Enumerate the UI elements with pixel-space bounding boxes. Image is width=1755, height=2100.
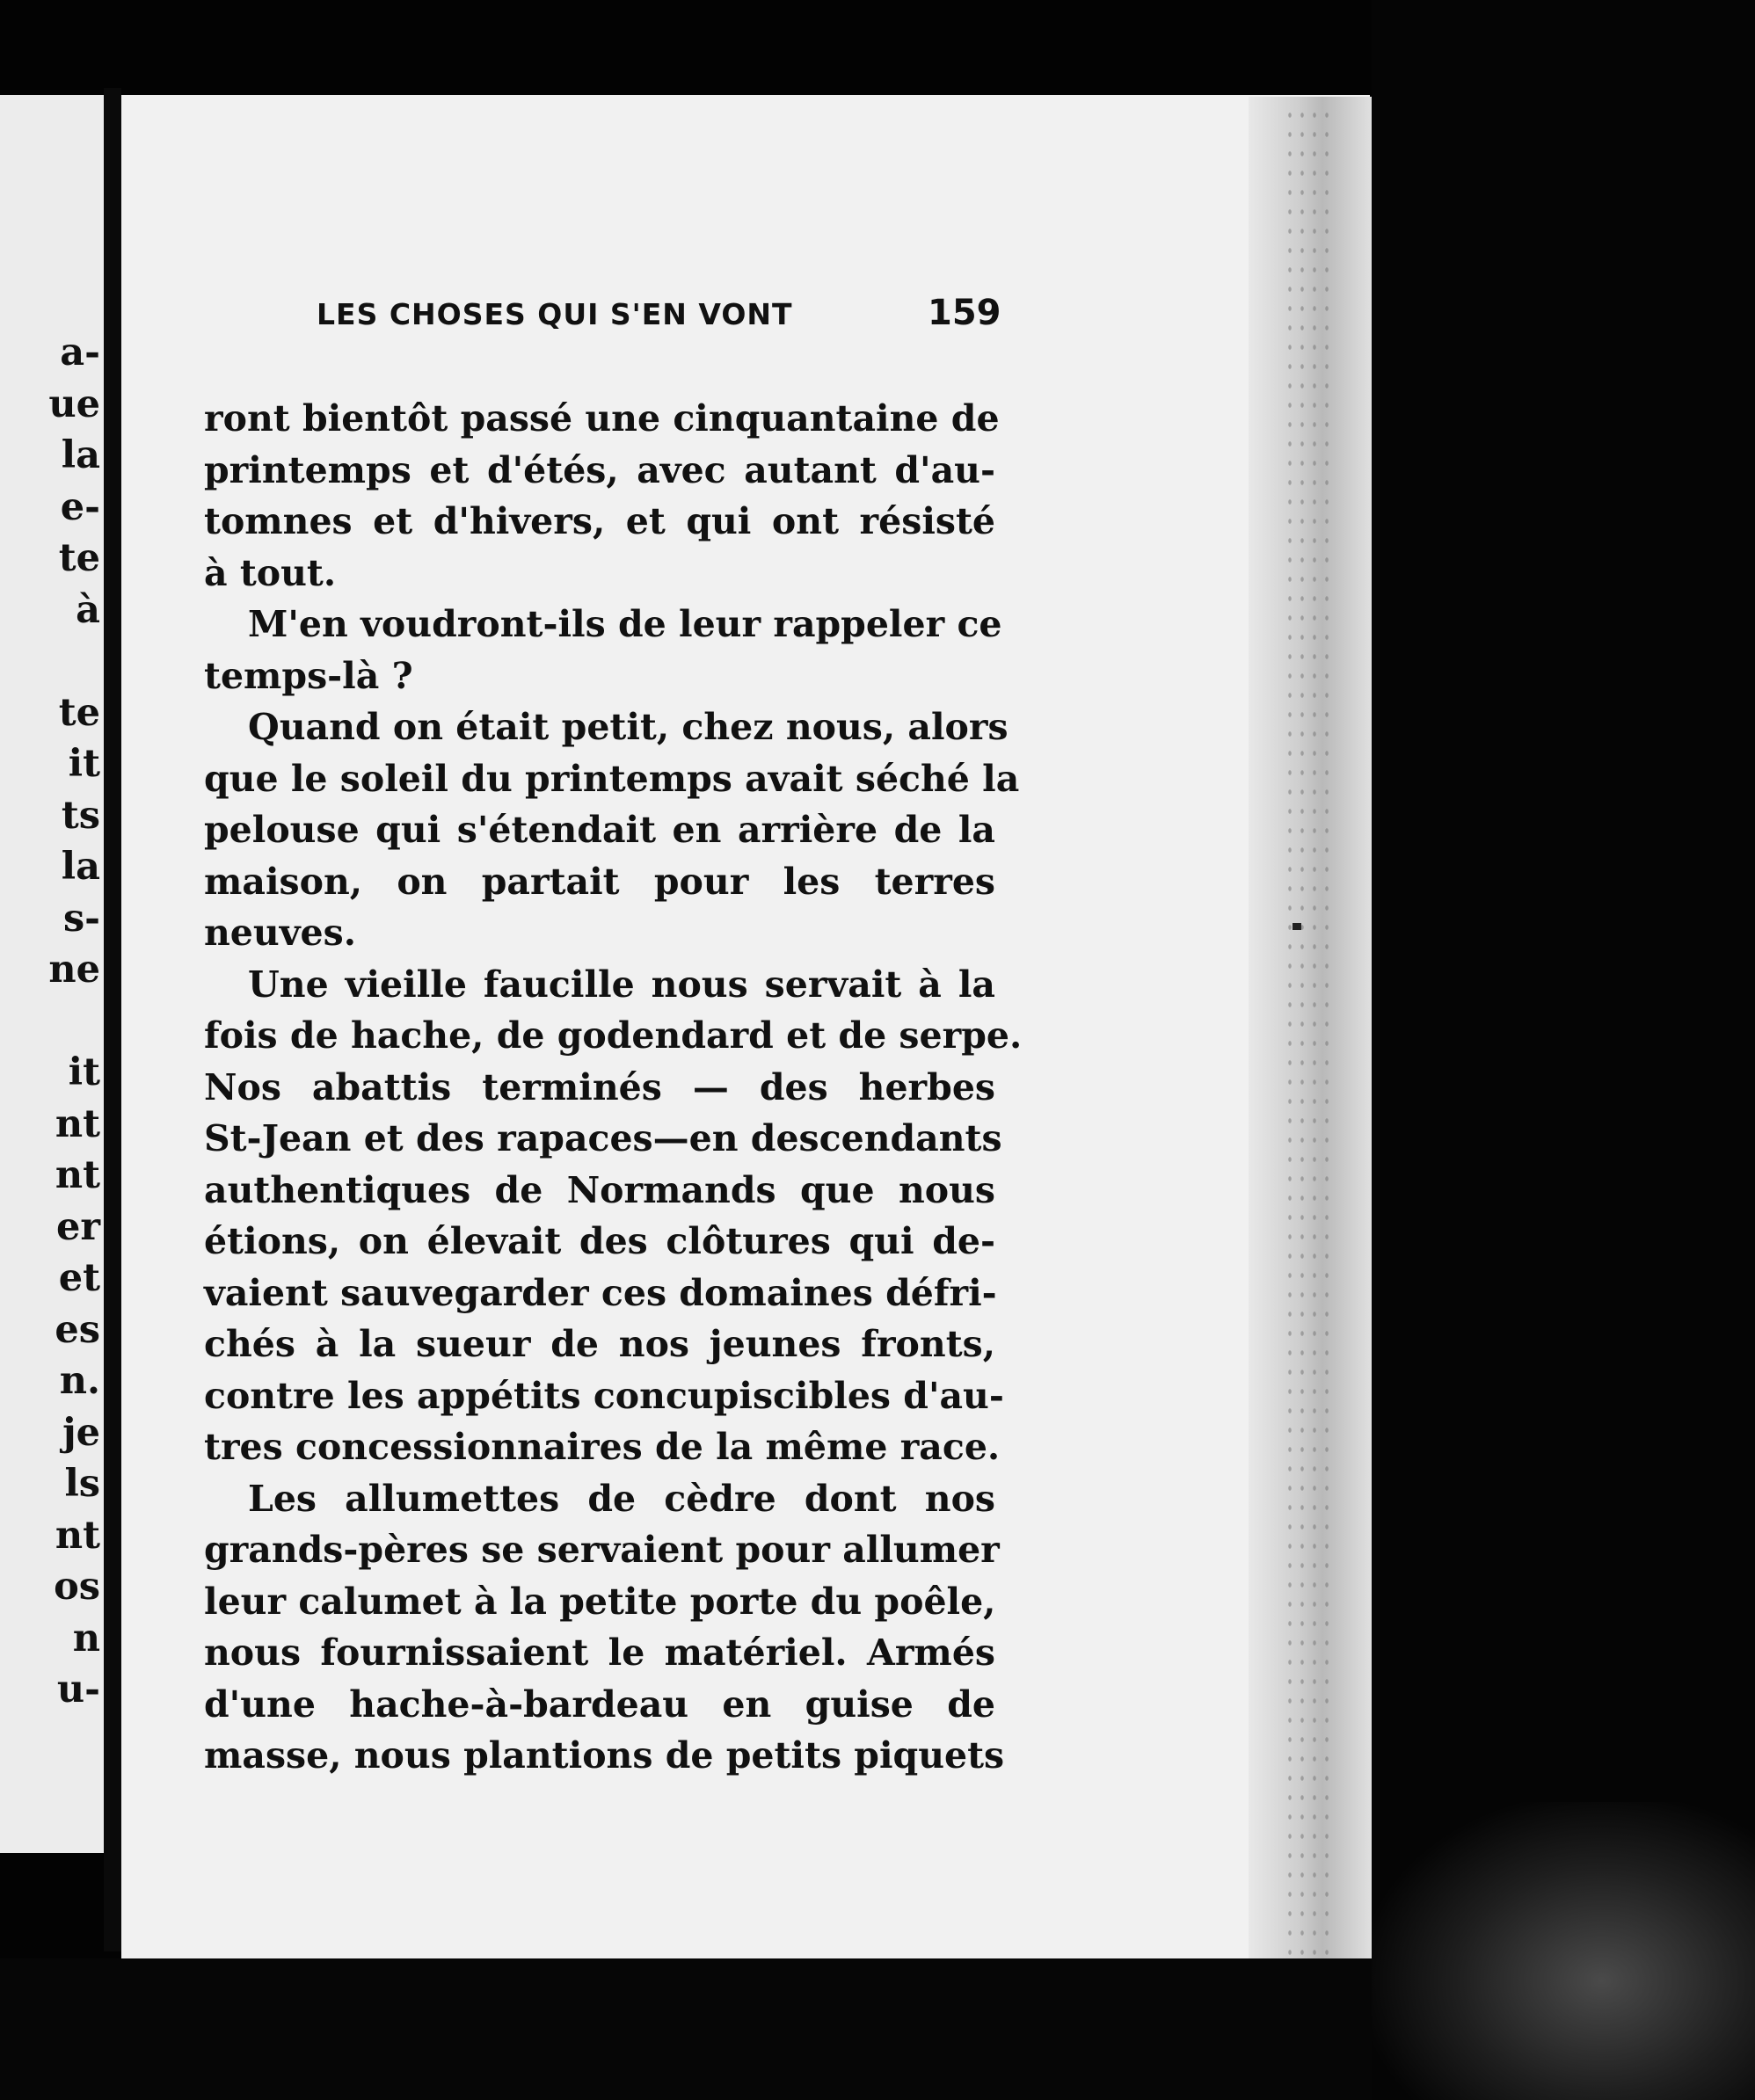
page-edge-texture bbox=[1284, 105, 1336, 2075]
text-line: chés à la sueur de nos jeunes fronts, bbox=[204, 1323, 995, 1365]
bottom-dark-background bbox=[0, 1958, 1372, 2100]
left-page-fragment-text: it bbox=[68, 742, 100, 786]
text-line: leur calumet à la petite porte du poêle, bbox=[204, 1580, 996, 1623]
text-line: Une vieille faucille nous servait à la bbox=[248, 963, 995, 1006]
text-line: ront bientôt passé une cinquantaine de bbox=[204, 397, 1000, 440]
left-page-fragment-text: u- bbox=[56, 1668, 100, 1711]
left-page-fragment-text: a- bbox=[60, 331, 100, 374]
text-line: vaient sauvegarder ces domaines défri- bbox=[204, 1271, 997, 1314]
text-line: grands-pères se servaient pour allumer bbox=[204, 1529, 1000, 1571]
dark-background bbox=[1372, 0, 1755, 2100]
left-page-fragment-text: et bbox=[58, 1256, 100, 1300]
left-page-fragment-text: te bbox=[58, 690, 100, 735]
text-line: neuves. bbox=[204, 912, 356, 954]
text-line: Les allumettes de cèdre dont nos bbox=[248, 1477, 995, 1520]
running-head-title: LES CHOSES QUI S'EN VONT bbox=[317, 297, 793, 331]
background-smudge bbox=[1372, 1802, 1755, 2100]
book-gutter bbox=[104, 88, 121, 1951]
left-page-fragment-text: n. bbox=[59, 1359, 100, 1403]
text-line: authentiques de Normands que nous bbox=[204, 1168, 995, 1211]
text-line: pelouse qui s'étendait en arrière de la bbox=[204, 809, 995, 851]
text-line: à tout. bbox=[204, 551, 337, 594]
left-page-fragment-text: ls bbox=[64, 1462, 100, 1506]
left-page-fragment-text: je bbox=[62, 1410, 100, 1455]
left-page-fragment-text: ne bbox=[48, 948, 100, 992]
left-page-fragment bbox=[0, 95, 104, 1853]
left-page-fragment-text: ts bbox=[61, 793, 100, 838]
text-line: tomnes et d'hivers, et qui ont résisté bbox=[204, 500, 995, 542]
left-page-fragment-text: nt bbox=[55, 1513, 100, 1558]
text-line: fois de hache, de godendard et de serpe. bbox=[204, 1014, 1023, 1057]
page-number: 159 bbox=[928, 293, 1001, 333]
text-line: M'en voudront-ils de leur rappeler ce bbox=[248, 603, 1002, 645]
text-line: étions, on élevait des clôtures qui de- bbox=[204, 1220, 995, 1262]
left-page-fragment-text: it bbox=[68, 1050, 100, 1094]
left-page-fragment-text: la bbox=[61, 845, 100, 889]
left-page-fragment-text: os bbox=[54, 1565, 100, 1609]
text-line: d'une hache-à-bardeau en guise de bbox=[204, 1682, 995, 1726]
left-page-fragment-text: te bbox=[58, 536, 100, 580]
text-line: que le soleil du printemps avait séché la bbox=[204, 757, 1020, 800]
text-line: St-Jean et des rapaces—en descendants bbox=[204, 1117, 1002, 1159]
body-text bbox=[204, 393, 1023, 1782]
text-line: contre les appétits concupiscibles d'au- bbox=[204, 1374, 1004, 1417]
left-page-fragment-text: e- bbox=[60, 484, 100, 529]
text-line: Quand on était petit, chez nous, alors bbox=[248, 706, 1009, 748]
left-page-fragment-text: s- bbox=[62, 896, 100, 941]
text-line: nous fournissaient le matériel. Armés bbox=[204, 1631, 995, 1674]
left-page-fragment-text: nt bbox=[55, 1101, 100, 1146]
text-line: tres concessionnaires de la même race. bbox=[204, 1426, 1001, 1468]
text-line: printemps et d'étés, avec autant d'au- bbox=[204, 448, 995, 491]
page-edge-mark bbox=[1293, 923, 1301, 930]
text-line: maison, on partait pour les terres bbox=[204, 860, 995, 903]
left-page-fragment-text: la bbox=[61, 433, 100, 477]
left-page-fragment-text: n bbox=[72, 1616, 100, 1660]
left-page-fragment-text: ue bbox=[48, 381, 100, 426]
text-line: masse, nous plantions de petits piquets bbox=[204, 1734, 1005, 1777]
left-page-fragment-text: nt bbox=[55, 1153, 100, 1197]
left-page-fragment-text: es bbox=[55, 1307, 100, 1352]
text-line: temps-là ? bbox=[204, 654, 413, 697]
left-page-fragment-text: er bbox=[55, 1204, 100, 1249]
text-line: Nos abattis terminés — des herbes bbox=[204, 1065, 995, 1108]
left-page-fragment-text: à bbox=[76, 587, 100, 632]
